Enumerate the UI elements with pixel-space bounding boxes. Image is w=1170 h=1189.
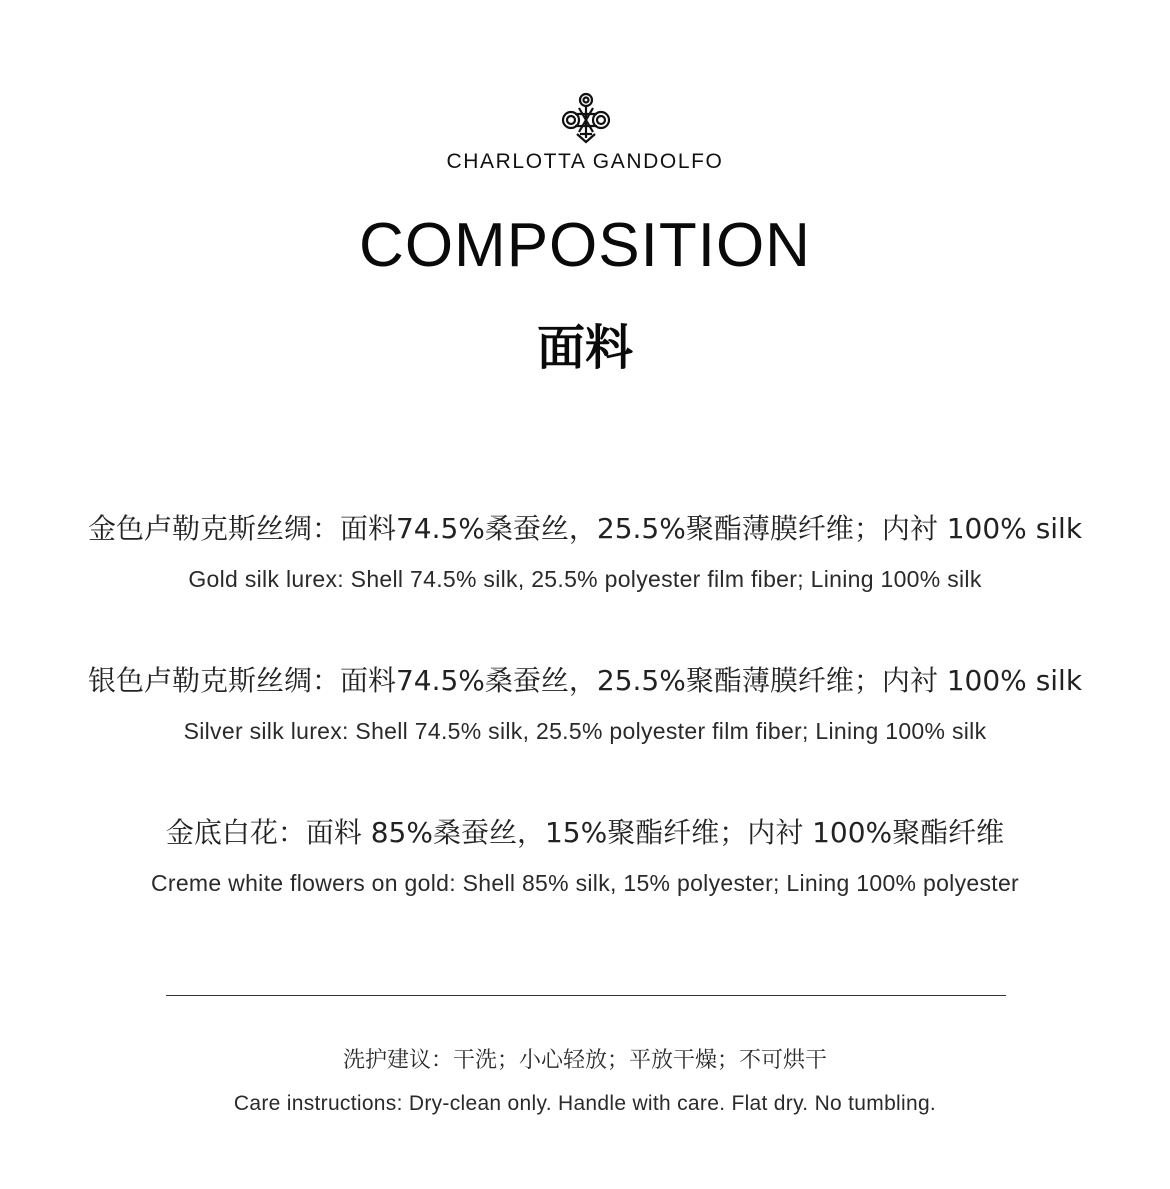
- composition-en-text: Creme white flowers on gold: Shell 85% silk, 15% polyester; Lining 100% polyester: [150, 870, 1020, 896]
- page-title: COMPOSITION: [359, 211, 811, 280]
- page-subtitle: 面料: [536, 320, 633, 376]
- composition-zh-text: 金色卢勒克斯丝绸：面料74.5%桑蚕丝，25.5%聚酯薄膜纤维；内衬 100% silk: [87, 512, 1083, 545]
- composition-item-gold: [0, 511, 1170, 594]
- composition-en-text: Silver silk lurex: Shell 74.5% silk, 25.5% polyester film fiber; Lining 100% silk: [183, 718, 987, 744]
- composition-zh-text: 金底白花：面料 85%桑蚕丝，15%聚酯纤维；内衬 100%聚酯纤维: [165, 816, 1005, 849]
- care-instructions-en: Care instructions: Dry-clean only. Handle with care. Flat dry. No tumbling.: [233, 1092, 937, 1115]
- composition-item-silver: [0, 663, 1170, 746]
- composition-zh-text: 银色卢勒克斯丝绸：面料74.5%桑蚕丝，25.5%聚酯薄膜纤维；内衬 100% silk: [87, 664, 1083, 697]
- brand-name: CHARLOTTA GANDOLFO: [446, 150, 724, 173]
- knot-logo-icon: [555, 90, 617, 146]
- section-divider: [166, 995, 1006, 996]
- composition-en-text: Gold silk lurex: Shell 74.5% silk, 25.5% polyester film fiber; Lining 100% silk: [188, 566, 982, 592]
- composition-item-flowers: [0, 815, 1170, 898]
- care-instructions-zh: 洗护建议：干洗；小心轻放；平放干燥；不可烘干: [342, 1048, 827, 1073]
